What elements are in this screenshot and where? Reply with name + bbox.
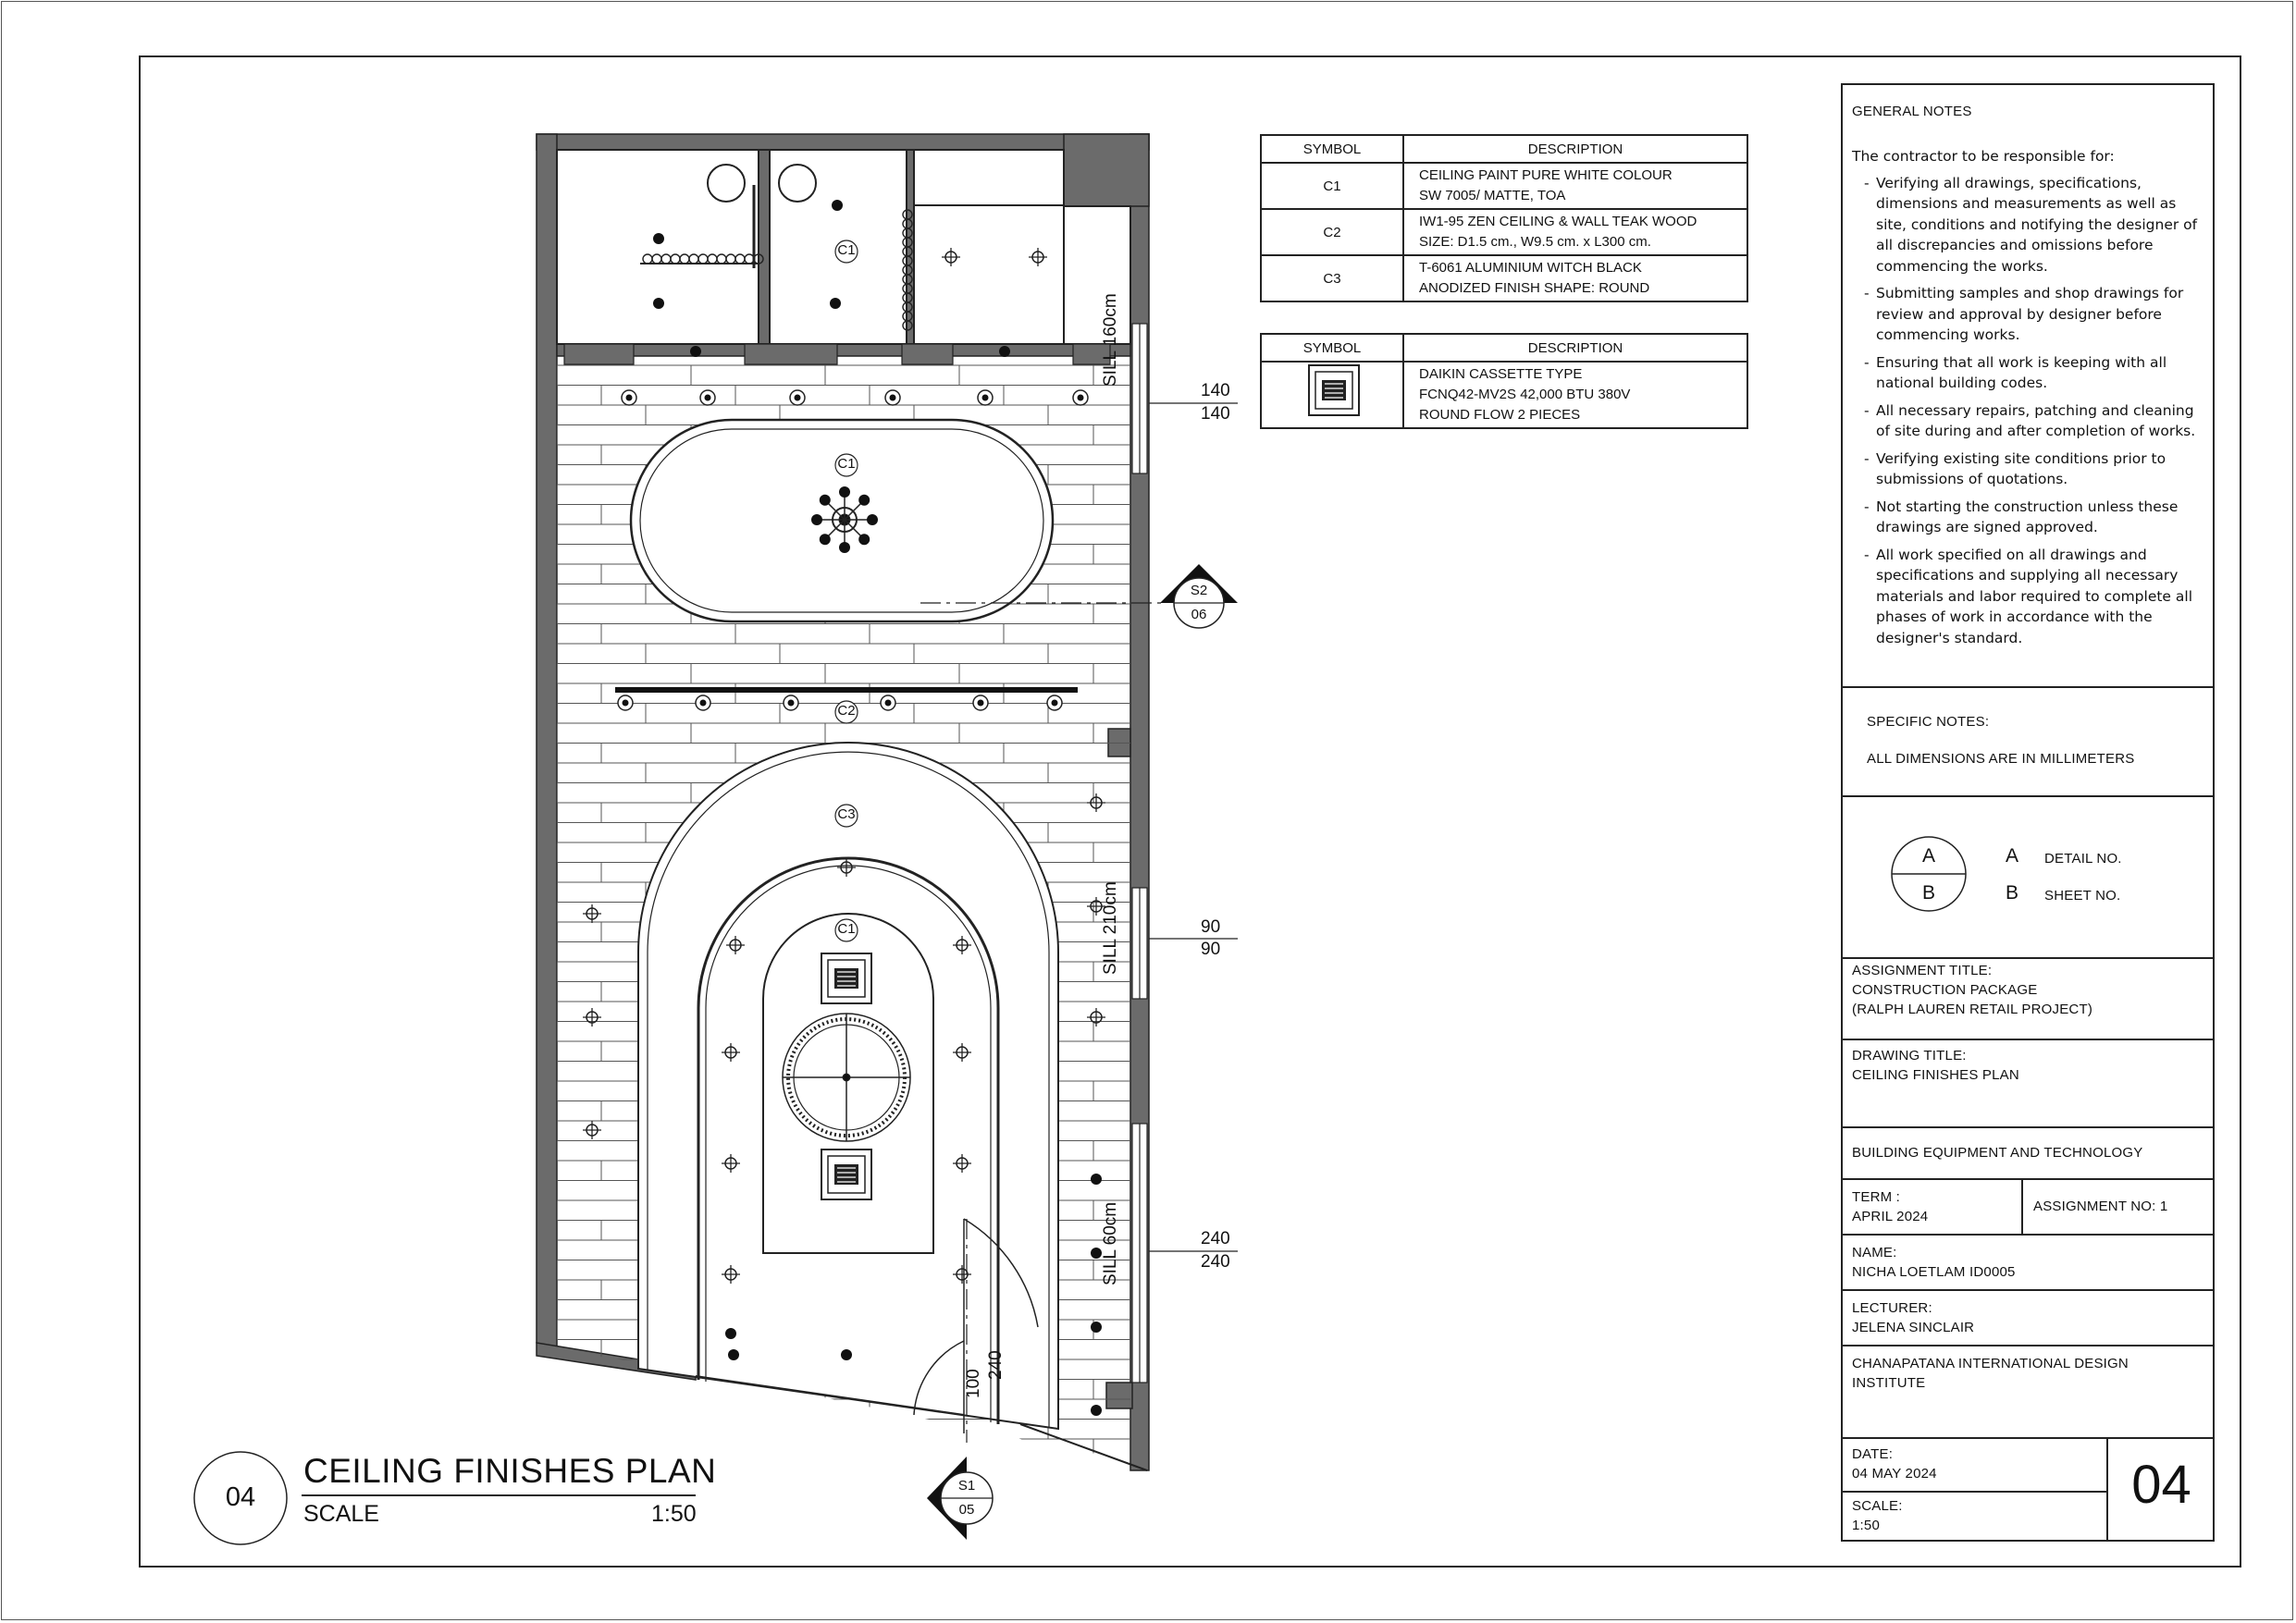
dim-mid-a: 90 — [1201, 917, 1221, 937]
tag-c1-oval: C1 — [837, 456, 856, 472]
title-block — [1841, 83, 2215, 1542]
legend-description: IW1-95 ZEN CEILING & WALL TEAK WOOD SIZE: D1.5 cm., W9.5 cm. x L300 cm. — [1403, 209, 1747, 255]
drawing-scale-label: SCALE — [303, 1501, 379, 1527]
sill-bottom-label: SILL 60cm — [1101, 1201, 1120, 1285]
dim-door-a: 100 — [964, 1369, 983, 1398]
ring-downlight — [885, 390, 900, 405]
tag-c1-inner: C1 — [837, 921, 856, 937]
tag-c3: C3 — [837, 806, 856, 822]
legend-description: DAIKIN CASSETTE TYPE FCNQ42-MV2S 42,000 BTU 380V ROUND FLOW 2 PIECES — [1403, 362, 1747, 428]
specific-notes-heading: SPECIFIC NOTES: — [1867, 714, 1990, 730]
track-spot — [881, 695, 895, 710]
tag-c1-top: C1 — [837, 242, 856, 258]
lecturer-label: LECTURER: — [1852, 1300, 1932, 1316]
drawing-title-label: DRAWING TITLE: — [1852, 1048, 1967, 1064]
dimension-lines — [1149, 403, 1238, 1251]
ceiling-cassette-ac-icon — [1261, 362, 1403, 428]
track-spot — [1047, 695, 1062, 710]
ring-downlight — [1073, 390, 1088, 405]
general-notes-intro: The contractor to be responsible for: — [1852, 148, 2115, 165]
note-item: - Verifying existing site conditions prior to submissions of quotations. — [1876, 449, 2203, 490]
assignment-title-line2: (RALPH LAUREN RETAIL PROJECT) — [1852, 1002, 2093, 1017]
ceiling-ac-unit — [821, 1150, 871, 1199]
date-label: DATE: — [1852, 1446, 1894, 1462]
chandelier-bulb — [820, 534, 831, 545]
downlight — [653, 233, 664, 244]
scale-value: 1:50 — [1852, 1518, 1880, 1533]
legend-header-description: DESCRIPTION — [1403, 135, 1747, 163]
term-divider — [2021, 1180, 2023, 1236]
chandelier-bulb — [858, 534, 870, 545]
note-item: - All work specified on all drawings and specifications and supplying all necessary materials and labor required to complete all phases of work in accordance with the designer's standard. — [1876, 545, 2203, 649]
term-value: APRIL 2024 — [1852, 1209, 1929, 1224]
detail-legend-a: A — [2006, 845, 2019, 867]
ceiling-ac-unit — [821, 953, 871, 1003]
chandelier-bulb — [839, 486, 850, 498]
ring-downlight — [978, 390, 993, 405]
tag-c2: C2 — [837, 703, 856, 719]
downlight — [728, 1349, 739, 1360]
legend-header-symbol: SYMBOL — [1261, 135, 1403, 163]
legend-symbol: C2 — [1261, 209, 1403, 255]
drawing-title: CEILING FINISHES PLAN — [303, 1452, 717, 1490]
detail-legend-b: B — [2006, 882, 2019, 904]
note-item: - All necessary repairs, patching and cleaning of site during and after completion of works. — [1876, 400, 2203, 442]
lecturer-row — [1843, 1291, 2213, 1346]
downlight — [1091, 1174, 1102, 1185]
sill-top-label: SILL 160cm — [1101, 293, 1120, 387]
spot-light — [583, 904, 601, 923]
legend-symbol: C3 — [1261, 255, 1403, 301]
specific-notes — [1843, 688, 2213, 797]
chandelier-bulb — [839, 542, 850, 553]
track-spot — [618, 695, 633, 710]
spot-light — [583, 1008, 601, 1027]
downlight — [1091, 1405, 1102, 1416]
dim-bot-a: 240 — [1201, 1229, 1230, 1248]
downlight — [832, 200, 843, 211]
general-notes-body — [1852, 146, 2203, 655]
downlight — [690, 346, 701, 357]
legend-header-description: DESCRIPTION — [1403, 334, 1747, 362]
lecturer-value: JELENA SINCLAIR — [1852, 1320, 1975, 1335]
assignment-title — [1843, 959, 2213, 1040]
institute-row — [1843, 1346, 2213, 1439]
drawing-scale-value: 1:50 — [651, 1501, 697, 1527]
dim-bot-b: 240 — [1201, 1252, 1230, 1272]
specific-notes-text: ALL DIMENSIONS ARE IN MILLIMETERS — [1867, 751, 2135, 767]
downlight — [999, 346, 1010, 357]
institute-line1: CHANAPATANA INTERNATIONAL DESIGN — [1852, 1356, 2129, 1371]
drawing-title-value: CEILING FINISHES PLAN — [1852, 1067, 2019, 1083]
section-marker-s1 — [927, 1457, 993, 1540]
note-item: - Not starting the construction unless these drawings are signed approved. — [1876, 497, 2203, 538]
ring-downlight — [622, 390, 636, 405]
downlight — [1091, 1322, 1102, 1333]
note-item: - Submitting samples and shop drawings for review and approval by designer before commencing works. — [1876, 283, 2203, 346]
date-cell — [1843, 1439, 2106, 1493]
dim-mid-b: 90 — [1201, 940, 1221, 959]
downlight — [841, 1349, 852, 1360]
course-cell — [1843, 1128, 2213, 1180]
detail-key-b: B — [1921, 882, 1935, 904]
name-value: NICHA LOETLAM ID0005 — [1852, 1264, 2016, 1280]
legend-description: T-6061 ALUMINIUM WITCH BLACK ANODIZED FINISH SHAPE: ROUND — [1403, 255, 1747, 301]
scale-cell — [1843, 1493, 2106, 1542]
section-s1-sheet: 05 — [958, 1502, 975, 1518]
date-value: 04 MAY 2024 — [1852, 1466, 1937, 1482]
ring-downlight — [790, 390, 805, 405]
detail-key — [1843, 797, 2213, 959]
assignment-title-line1: CONSTRUCTION PACKAGE — [1852, 982, 2038, 998]
chandelier-bulb — [867, 514, 878, 525]
detail-key-a: A — [1921, 845, 1935, 867]
name-row — [1843, 1236, 2213, 1291]
general-notes — [1843, 85, 2213, 688]
institute-line2: INSTITUTE — [1852, 1375, 1926, 1391]
downlight — [653, 298, 664, 309]
chandelier-bulb — [811, 514, 822, 525]
equipment-legend-table — [1260, 333, 1748, 429]
drawing-number: 04 — [225, 1482, 256, 1512]
note-item: - Ensuring that all work is keeping with all national building codes. — [1876, 352, 2203, 394]
track-spot — [973, 695, 988, 710]
detail-no-label: DETAIL NO. — [2044, 851, 2122, 867]
section-s2-ref: S2 — [1190, 583, 1208, 598]
sheet-no-label: SHEET NO. — [2044, 888, 2121, 904]
note-item: - Verifying all drawings, specifications, dimensions and measurements as well as site, conditions and notifying the designer of all discrepancies and omissions before commencing the works. — [1876, 173, 2203, 277]
legend-symbol: C1 — [1261, 163, 1403, 209]
name-label: NAME: — [1852, 1245, 1897, 1260]
dim-top-b: 140 — [1201, 404, 1230, 424]
assignment-title-label: ASSIGNMENT TITLE: — [1852, 963, 1993, 978]
chandelier-bulb — [820, 495, 831, 506]
downlight — [725, 1328, 736, 1339]
sill-mid-label: SILL 210cm — [1101, 881, 1120, 975]
course-name: BUILDING EQUIPMENT AND TECHNOLOGY — [1852, 1145, 2143, 1161]
dim-door-b: 240 — [986, 1350, 1006, 1380]
assignment-number: ASSIGNMENT NO: 1 — [2033, 1199, 2168, 1214]
spot-light — [1087, 1008, 1105, 1027]
round-feature-light — [783, 1014, 910, 1141]
track-spot — [696, 695, 710, 710]
arch-ceiling — [638, 743, 1058, 1429]
downlight — [830, 298, 841, 309]
scale-label: SCALE: — [1852, 1498, 1903, 1514]
spot-light — [1087, 793, 1105, 812]
track-spot — [784, 695, 798, 710]
drawing-title-cell — [1843, 1040, 2213, 1128]
term-label: TERM : — [1852, 1189, 1901, 1205]
legend-description: CEILING PAINT PURE WHITE COLOUR SW 7005/ MATTE, TOA — [1403, 163, 1747, 209]
general-notes-heading: GENERAL NOTES — [1852, 104, 1972, 119]
ring-downlight — [700, 390, 715, 405]
spot-light — [583, 1121, 601, 1139]
dim-top-a: 140 — [1201, 381, 1230, 400]
track-light-rail — [615, 687, 1078, 693]
chandelier-bulb — [858, 495, 870, 506]
general-notes-list — [1852, 173, 2203, 649]
section-s2-sheet: 06 — [1191, 607, 1207, 622]
sheet-number: 04 — [2131, 1455, 2191, 1515]
term-row — [1843, 1180, 2213, 1236]
finishes-legend-table — [1260, 134, 1748, 302]
section-s1-ref: S1 — [957, 1478, 976, 1494]
legend-header-symbol: SYMBOL — [1261, 334, 1403, 362]
